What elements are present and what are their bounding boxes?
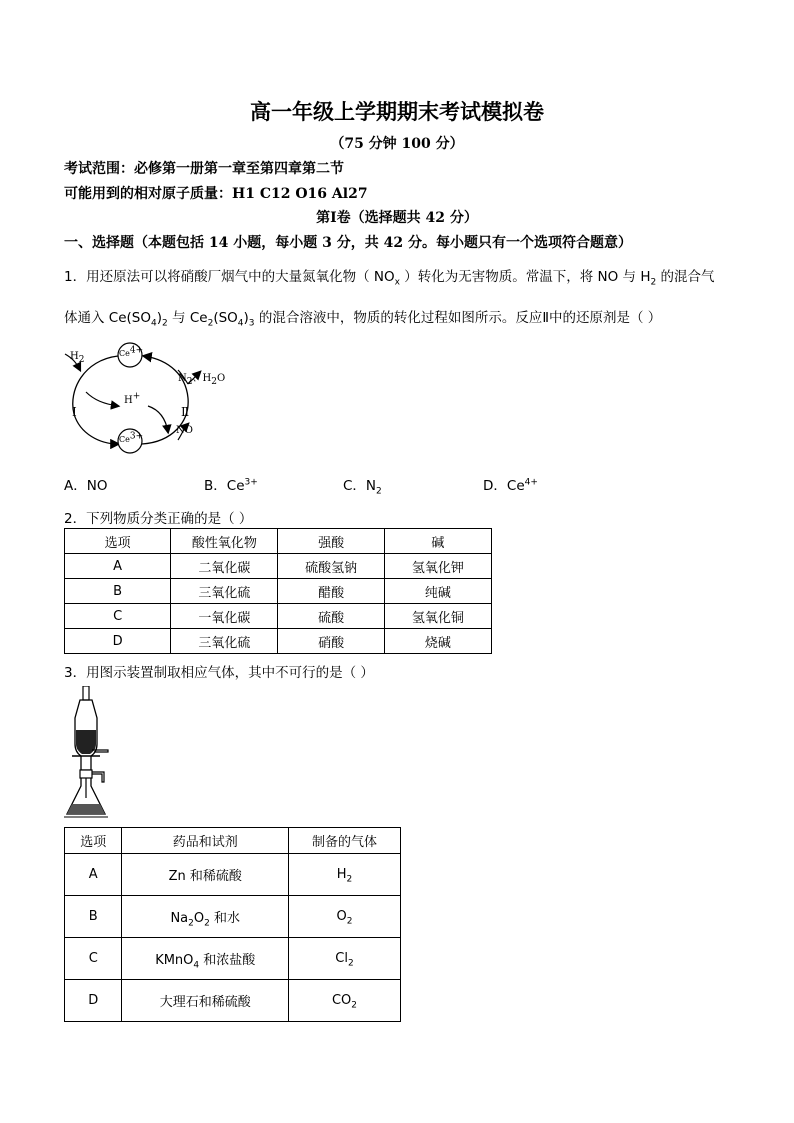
header-cell: 药品和试剂: [122, 828, 289, 854]
table-cell: A: [65, 854, 122, 896]
reaction-i-label: Ⅰ: [72, 405, 77, 419]
exam-scope: 考试范围：必修第一册第一章至第四章第二节: [64, 161, 344, 177]
table-row: [65, 896, 401, 938]
table-row: [65, 554, 492, 579]
table-cell: 二氧化碳: [171, 554, 278, 579]
page-title: 高一年级上学期期末考试模拟卷: [250, 99, 544, 124]
table-cell: C: [65, 604, 171, 629]
table-cell: D: [65, 629, 171, 654]
table-cell: KMnO$_4$ 和浓盐酸: [122, 938, 289, 980]
q1-stem-line1: 1．用还原法可以将硝酸厂烟气中的大量氮氧化物（ $NO_x$ ）转化为无害物质。常温下，将 NO 与 $H_2$ 的混合气: [64, 269, 715, 288]
q1-stem-line2: 体通入 $Ce(SO_4)_2$ 与 $Ce_2(SO_4)_3$ 的混合溶液中，物质的转化过程如图所示。反应Ⅱ中的还原剂是（ ）: [64, 310, 662, 329]
part-heading: 一、选择题（本题包括 14 小题，每小题 3 分，共 42 分。每小题只有一个选项符合题意）: [64, 235, 632, 251]
section-heading: 第Ⅰ卷（选择题共 42 分）: [316, 210, 478, 226]
h-plus-in-arrow: [148, 406, 168, 432]
header-cell: 强酸: [278, 529, 384, 554]
q3-stem: 3．用图示装置制取相应气体，其中不可行的是（ ）: [64, 665, 374, 681]
header-cell: 选项: [65, 529, 171, 554]
table-cell: A: [65, 554, 171, 579]
table-row: [65, 604, 492, 629]
table-cell: 硝酸: [278, 629, 384, 654]
products-label: $N_2$、$H_2O$: [178, 373, 226, 387]
table-cell: 大理石和稀硫酸: [122, 980, 289, 1022]
ce4-label: $Ce^{4+}$: [119, 345, 144, 358]
apparatus-illustration: [64, 686, 120, 820]
q2-stem: 2．下列物质分类正确的是（ ）: [64, 511, 253, 527]
table-cell: 三氧化硫: [171, 629, 278, 654]
table-cell: 纯碱: [384, 579, 491, 604]
table-cell: $O_2$: [289, 896, 401, 938]
reaction-ii-label: Ⅱ: [181, 405, 190, 419]
header-cell: 制备的气体: [289, 828, 401, 854]
header-cell: 选项: [65, 828, 122, 854]
separatory-funnel-flask-icon: [64, 686, 120, 820]
table-cell: B: [65, 579, 171, 604]
header-cell: 酸性氧化物: [171, 529, 278, 554]
table-cell: 三氧化硫: [171, 579, 278, 604]
table-row: [65, 980, 401, 1022]
q1-option-a[interactable]: A．NO: [64, 478, 108, 494]
table-cell: Zn 和稀硫酸: [122, 854, 289, 896]
table-cell: 氢氧化钾: [384, 554, 491, 579]
q3-table: [64, 827, 401, 1022]
table-row: [65, 854, 401, 896]
cycle-diagram: [60, 340, 250, 460]
table-cell: 烧碱: [384, 629, 491, 654]
table-row: [65, 938, 401, 980]
no-label: NO: [176, 425, 193, 436]
h2-label: $H_2$: [70, 351, 85, 365]
table-row: [65, 629, 492, 654]
table-cell: 醋酸: [278, 579, 384, 604]
q1-option-b[interactable]: B．$Ce^{3+}$: [204, 477, 258, 494]
table-cell: $CO_2$: [289, 980, 401, 1022]
h-plus-label: H+: [124, 391, 141, 406]
q1-option-d[interactable]: D．$Ce^{4+}$: [483, 477, 538, 494]
q2-table: [64, 528, 492, 654]
exam-duration: （75 分钟 100 分）: [330, 136, 464, 152]
atomic-mass-line: 可能用到的相对原子质量：H1 C12 O16 Al27: [64, 186, 368, 202]
ce3-label: $Ce^{3+}$: [119, 431, 144, 444]
table-cell: 氢氧化铜: [384, 604, 491, 629]
table-header-row: [65, 828, 401, 854]
table-cell: 硫酸: [278, 604, 384, 629]
table-cell: C: [65, 938, 122, 980]
h-plus-out-arrow: [86, 392, 118, 406]
q1-option-c[interactable]: C．$N_2$: [343, 478, 382, 497]
table-cell: D: [65, 980, 122, 1022]
table-cell: B: [65, 896, 122, 938]
table-cell: 一氧化碳: [171, 604, 278, 629]
table-row: [65, 579, 492, 604]
table-cell: $Cl_2$: [289, 938, 401, 980]
cycle-arrows: [60, 340, 250, 460]
header-cell: 碱: [384, 529, 491, 554]
table-cell: 硫酸氢钠: [278, 554, 384, 579]
table-cell: $H_2$: [289, 854, 401, 896]
table-header-row: [65, 529, 492, 554]
table-cell: $Na_2O_2$ 和水: [122, 896, 289, 938]
